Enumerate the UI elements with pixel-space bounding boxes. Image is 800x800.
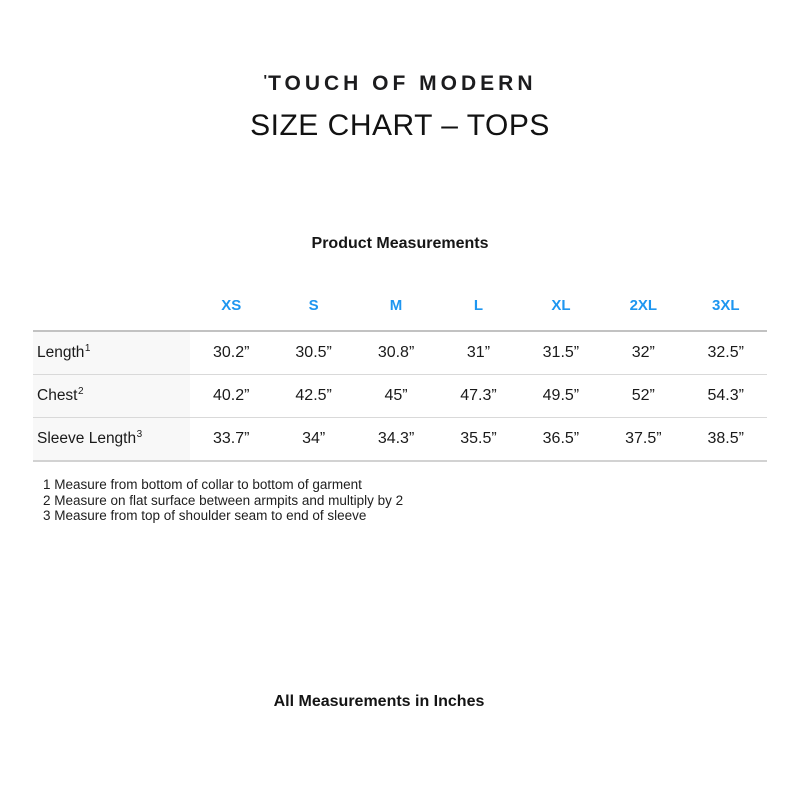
table-row-length: [33, 330, 767, 374]
table-cell: 40.2”: [212, 387, 250, 404]
column-header-2xl: 2XL: [629, 297, 658, 314]
table-row-chest: [33, 374, 767, 417]
table-cell: 30.8”: [377, 344, 415, 361]
table-cell: 31.5”: [542, 344, 580, 361]
table-cell: 45”: [384, 387, 408, 404]
table-row-sleeve-length: [33, 417, 767, 462]
table-cell: 34.3”: [377, 430, 415, 447]
size-chart-table: [33, 281, 767, 462]
footnote-3: 3 Measure from top of shoulder seam to end of sleeve: [43, 508, 367, 523]
table-cell: 30.5”: [295, 344, 332, 361]
column-header-s: S: [308, 297, 319, 314]
table-cell: 49.5”: [542, 387, 580, 404]
column-header-l: L: [473, 297, 484, 314]
column-header-m: M: [389, 297, 403, 314]
row-label-text: Sleeve Length: [37, 430, 137, 447]
brand-logo-text: TOUCH OF MODERN: [268, 72, 537, 95]
table-caption: Product Measurements: [311, 235, 489, 252]
column-header-xs: XS: [221, 297, 242, 314]
footnotes-block: [43, 477, 403, 524]
table-cell: 47.3”: [460, 387, 497, 404]
column-header-xl: XL: [551, 297, 571, 314]
table-cell: 37.5”: [625, 430, 662, 447]
row-label-text: Chest: [37, 387, 78, 404]
table-cell: 42.5”: [295, 387, 332, 404]
row-label-chest: Chest $^2$: [33, 375, 190, 417]
table-cell: 54.3”: [707, 387, 744, 404]
footnote-2: 2 Measure on flat surface between armpits and multiply by 2: [43, 492, 404, 508]
footnote-1: 1 Measure from bottom of collar to bottom of garment: [43, 477, 362, 492]
brand-logo-tick-mark: ': [263, 72, 268, 89]
table-cell: 31”: [466, 344, 491, 361]
brand-logo: [0, 72, 800, 96]
row-label-sleeve-length: Sleeve Length $^3$: [33, 418, 190, 460]
table-header-row: [33, 281, 767, 330]
table-cell: 33.7”: [212, 430, 250, 447]
footer-note: All Measurements in Inches: [273, 693, 485, 710]
table-cell: 32.5”: [707, 344, 744, 361]
row-label-text: Length: [37, 344, 85, 361]
column-header-3xl: 3XL: [711, 297, 740, 314]
table-cell: 34”: [302, 430, 326, 447]
table-cell: 36.5”: [542, 430, 580, 447]
table-cell: 52”: [631, 387, 655, 404]
table-cell: 32”: [631, 344, 655, 361]
page-title: SIZE CHART – TOPS: [250, 109, 550, 142]
row-label-length: Length $^1$: [33, 332, 190, 374]
table-cell: 30.2”: [212, 344, 250, 361]
table-cell: 35.5”: [460, 430, 497, 447]
table-cell: 38.5”: [707, 430, 744, 447]
